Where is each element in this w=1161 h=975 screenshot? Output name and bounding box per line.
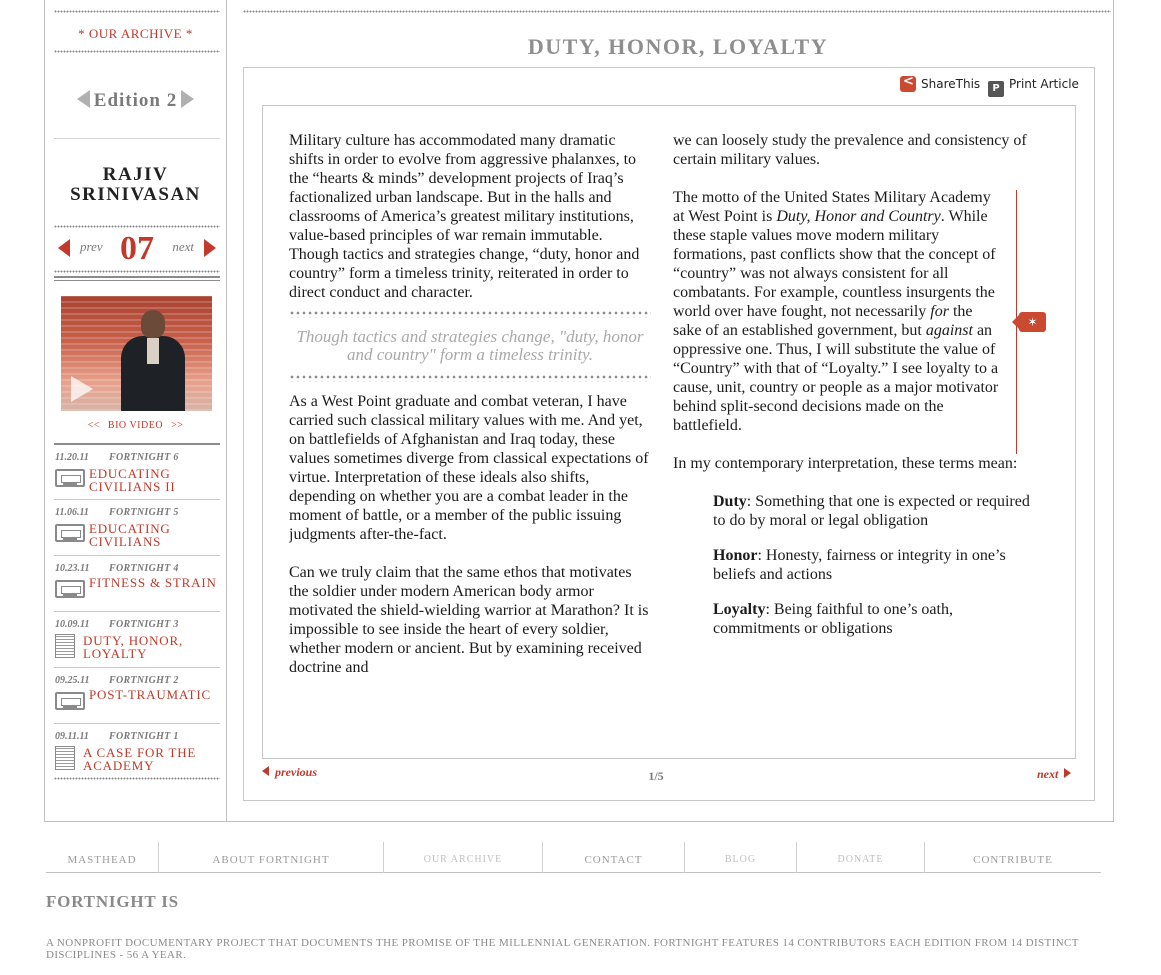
bio-video-label: BIO VIDEO — [107, 420, 164, 431]
archive-item-date: 10.09.11 — [55, 619, 90, 630]
divider — [54, 276, 220, 278]
author-name — [44, 165, 227, 205]
document-icon — [55, 634, 75, 658]
text-span: the sake of an established government, but — [673, 303, 973, 339]
page-counter: 1/5 — [648, 769, 664, 783]
definition-term: Honor — [713, 547, 758, 564]
archive-item[interactable] — [54, 723, 220, 779]
article-right-column — [673, 131, 1043, 654]
archive-list — [54, 443, 220, 779]
definition-item — [713, 492, 1043, 530]
cassette-icon — [55, 692, 85, 710]
article-paragraph: Military culture has accommodated many dramatic shifts in order to evolve from aggressive phalanxes, to the “hearts & minds” development projects of Iraq’s factionalized urban landscape. But in the halls and classrooms of America’s greatest military institutions, value-based principles of war remain immutable. Though tactics and strategies change, “duty, honor and country” form a timeless trinity, reiterated in order to direct conduct and character. — [289, 132, 640, 301]
text-span: The motto of the United States Military Academy at West Point is — [673, 189, 991, 225]
archive-item-edition: FORTNIGHT 5 — [109, 507, 179, 518]
footer-heading: FORTNIGHT IS — [46, 892, 179, 911]
bio-video-right-chevrons: >> — [171, 420, 184, 431]
next-page-link[interactable]: next — [1037, 767, 1071, 782]
divider — [54, 138, 220, 139]
against-emphasis: against — [925, 322, 973, 339]
definition-term: Loyalty — [713, 601, 766, 618]
our-archive-link[interactable]: * OUR ARCHIVE * — [78, 26, 193, 41]
definition-text: : Something that one is expected or required to do by moral or legal obligation — [713, 493, 1030, 529]
dotted-divider — [54, 270, 220, 273]
archive-item[interactable] — [54, 443, 220, 499]
definition-text: : Honesty, fairness or integrity in one’s beliefs and actions — [713, 547, 1006, 583]
dotted-divider — [54, 10, 220, 13]
archive-item[interactable] — [54, 611, 220, 667]
bio-video-link[interactable] — [44, 420, 227, 431]
bio-video-thumbnail[interactable] — [61, 296, 212, 411]
archive-item-edition: FORTNIGHT 6 — [109, 452, 179, 463]
footer-nav-donate[interactable]: DONATE — [797, 842, 925, 873]
article-left-column — [289, 131, 651, 731]
archive-item-date: 09.25.11 — [55, 675, 90, 686]
edition-switcher — [44, 90, 227, 112]
archive-item-date: 10.23.11 — [55, 563, 90, 574]
dotted-divider — [54, 225, 220, 228]
archive-item-date: 11.06.11 — [55, 507, 89, 518]
edition-prev-arrow-icon[interactable] — [77, 90, 90, 108]
article-paragraph: Can we truly claim that the same ethos that motivates the soldier under modern American body armor motivated the shield-wielding warrior at Marathon? It is impossible to see inside the heart of every soldier, whether modern or ancient. But by examining received doctrine and — [289, 564, 649, 676]
article-paragraph: In my contemporary interpretation, these terms mean: — [673, 455, 1018, 472]
share-this-button[interactable] — [900, 76, 980, 94]
soldier-head — [141, 310, 165, 338]
contributor-next-arrow-icon[interactable] — [204, 239, 216, 257]
footer-nav-archive[interactable]: OUR ARCHIVE — [384, 842, 543, 873]
footer-nav-contact[interactable]: CONTACT — [543, 842, 685, 873]
archive-item-date: 11.20.11 — [55, 452, 89, 463]
sidebar — [44, 0, 227, 822]
archive-item-title[interactable]: EDUCATING CIVILIANS — [89, 521, 171, 549]
archive-item-title[interactable]: POST-TRAUMATIC — [89, 687, 211, 702]
footer-nav-about[interactable]: ABOUT FORTNIGHT — [159, 842, 384, 873]
sidenote-star-icon[interactable]: ✶ — [1019, 312, 1046, 332]
contributor-navigation — [54, 230, 220, 267]
cassette-icon — [55, 580, 85, 598]
edition-next-arrow-icon[interactable] — [181, 90, 194, 108]
archive-item-date: 09.11.11 — [55, 731, 89, 742]
archive-item-title[interactable]: DUTY, HONOR, LOYALTY — [83, 633, 184, 661]
bio-video-left-chevrons: << — [87, 420, 100, 431]
motto-emphasis: Duty, Honor and Country — [776, 208, 941, 225]
archive-item-title[interactable]: EDUCATING CIVILIANS II — [89, 466, 176, 494]
print-article-button[interactable] — [988, 77, 1079, 97]
pullquote-divider — [289, 374, 651, 382]
edition-label: Edition 2 — [93, 90, 178, 111]
pullquote-divider — [289, 310, 651, 318]
dotted-divider — [243, 10, 1111, 13]
footer-nav-blog[interactable]: BLOG — [685, 842, 797, 873]
archive-item-edition: FORTNIGHT 3 — [109, 619, 179, 630]
contributor-number: 07 — [120, 230, 154, 267]
cassette-icon — [55, 524, 85, 542]
divider — [54, 280, 220, 281]
archive-item[interactable] — [54, 499, 220, 555]
previous-page-link[interactable]: previous — [262, 765, 317, 780]
contributor-next-link[interactable]: next — [172, 239, 194, 254]
dotted-divider — [54, 777, 220, 780]
definition-item — [713, 600, 1043, 638]
print-icon: P — [988, 81, 1004, 97]
footer-nav-contribute[interactable]: CONTRIBUTE — [973, 854, 1053, 866]
text-span: an oppressive one. Thus, I will substitute the value of “Country” with that of “Loyalty.” I see loyalty to a cause, unit, country or people as a major motivator behind split-second decisions made on the battlefield. — [673, 322, 999, 434]
archive-item[interactable] — [54, 555, 220, 611]
footer-nav-masthead[interactable]: MASTHEAD — [46, 842, 159, 873]
play-icon[interactable] — [71, 376, 93, 402]
soldier-collar — [147, 338, 159, 364]
article-paragraph — [673, 188, 1003, 435]
footer-mission-statement: A NONPROFIT DOCUMENTARY PROJECT THAT DOCUMENTS THE PROMISE OF THE MILLENNIAL GENERATION. FORTNIGHT FEATURES 14 CONTRIBUTORS EACH EDITION FROM 14 DISTINCT DISCIPLINES - 56 A YEAR. — [46, 937, 1079, 961]
definition-item — [713, 546, 1043, 584]
share-icon — [900, 76, 916, 92]
document-icon — [55, 746, 75, 770]
contributor-prev-link[interactable]: prev — [80, 239, 103, 254]
archive-item-edition: FORTNIGHT 4 — [109, 563, 179, 574]
definitions-list — [713, 492, 1043, 638]
archive-item-edition: FORTNIGHT 2 — [109, 675, 179, 686]
archive-item[interactable] — [54, 667, 220, 723]
definition-term: Duty — [713, 493, 747, 510]
dotted-divider — [54, 50, 220, 53]
definition-text: : Being faithful to one’s oath, commitments or obligations — [713, 601, 953, 637]
author-first-name: RAJIV — [102, 164, 169, 185]
archive-item-title[interactable]: A CASE FOR THE ACADEMY — [83, 745, 197, 773]
text-span: . While these staple values move modern military formations, past conflicts show that the concept of “country” was not always consistent for all combatants. For example, countless insurgents the world over have fought, not necessarily — [673, 208, 996, 320]
archive-item-title[interactable]: FITNESS & STRAIN — [89, 575, 217, 590]
archive-item-edition: FORTNIGHT 1 — [109, 731, 179, 742]
share-label: ShareThis — [921, 77, 981, 91]
for-emphasis: for — [930, 303, 949, 320]
author-last-name: SRINIVASAN — [70, 184, 201, 205]
pullquote: Though tactics and strategies change, "duty, honor and country" form a timeless trinity. — [296, 327, 644, 364]
article-paragraph: As a West Point graduate and combat veteran, I have carried such classical military values with me. And yet, on battlefields of Afghanistan and Iraq today, these values sometimes diverge from classical expectations of virtue. Interpretation of these ideals also shifts, depending on whether you are a combat leader in the moment of battle, or a member of the public issuing judgments after-the-fact. — [289, 393, 649, 543]
print-label: Print Article — [1009, 77, 1079, 91]
footer-navigation — [46, 842, 1101, 873]
article-title: DUTY, HONOR, LOYALTY — [527, 34, 829, 59]
cassette-icon — [55, 469, 85, 487]
article-paragraph: we can loosely study the prevalence and consistency of certain military values. — [673, 132, 1027, 168]
